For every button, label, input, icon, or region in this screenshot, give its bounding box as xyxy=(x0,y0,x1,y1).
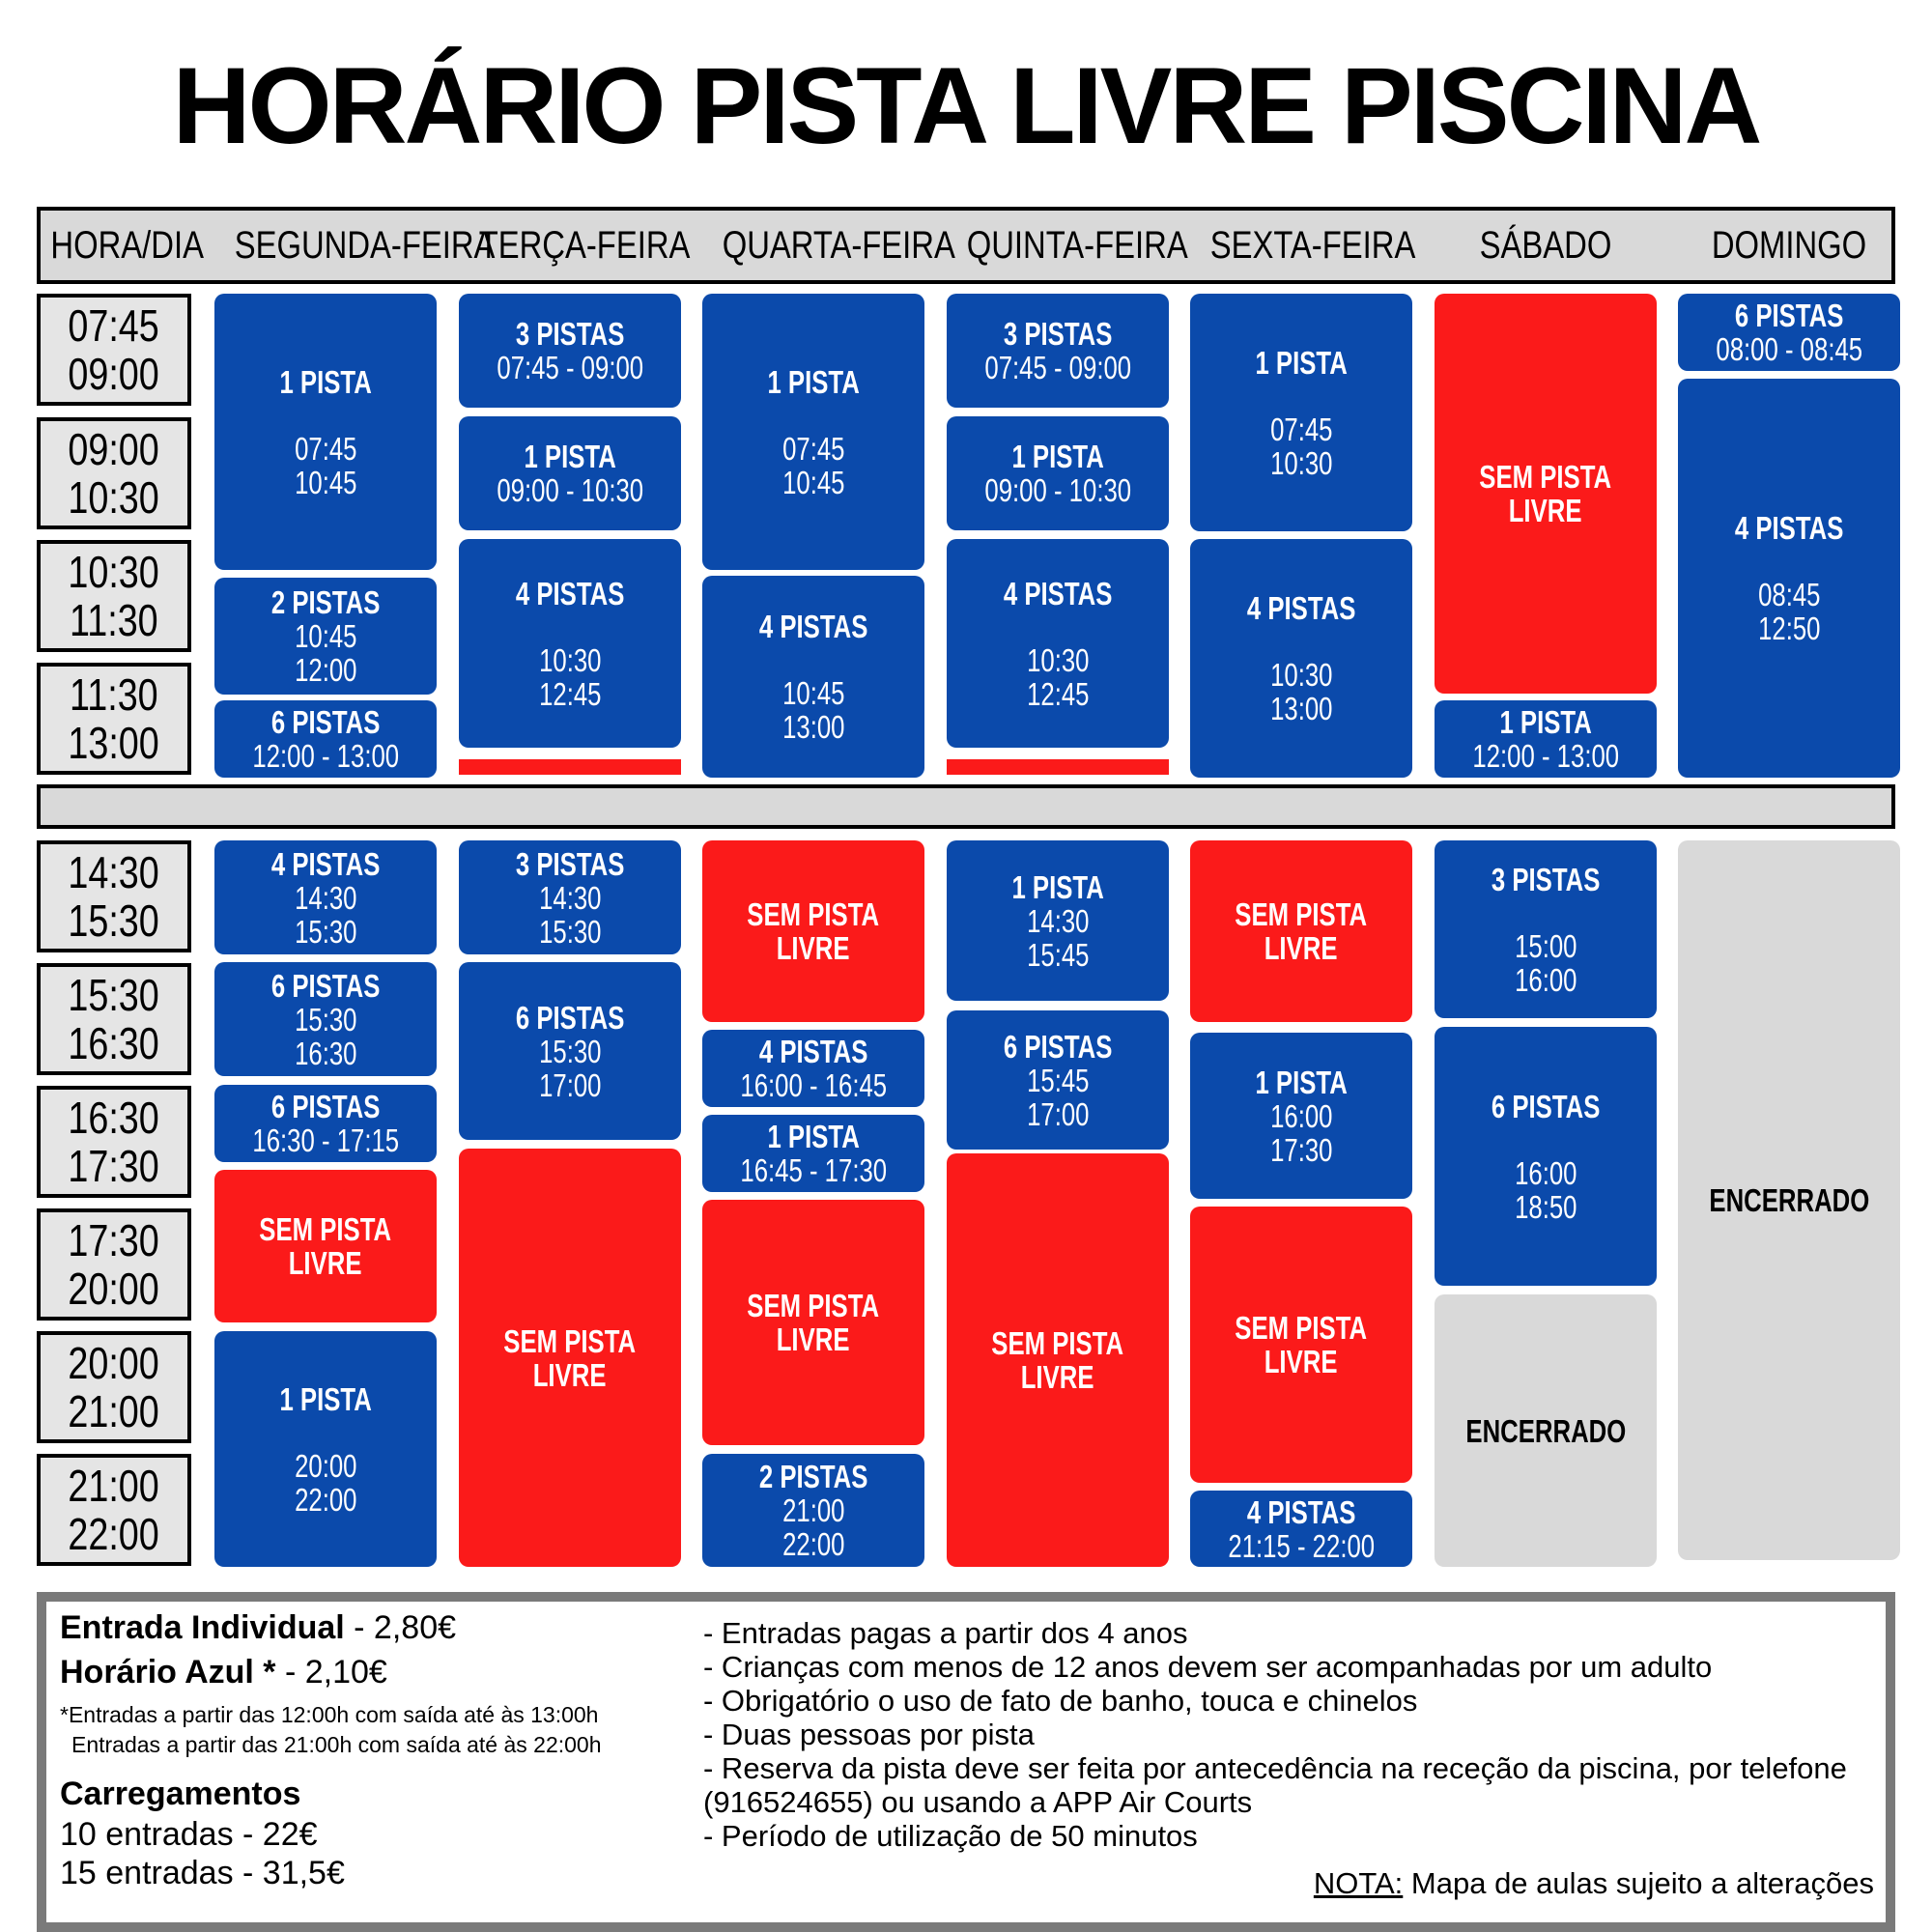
time-slot: 10:30 11:30 xyxy=(37,540,191,652)
time-slot: 07:45 09:00 xyxy=(37,294,191,406)
slot-block: 6 PISTAS 16:00 18:50 xyxy=(1435,1027,1657,1286)
slot-block: 2 PISTAS 10:45 12:00 xyxy=(214,578,437,695)
slot-block: 1 PISTA 07:45 10:30 xyxy=(1190,294,1412,531)
slot-block: 3 PISTAS 15:00 16:00 xyxy=(1435,840,1657,1018)
closed-block: ENCERRADO xyxy=(1435,1294,1657,1567)
header-day-sabado: SÁBADO xyxy=(1479,224,1612,267)
header-day-quinta: QUINTA-FEIRA xyxy=(966,224,1188,267)
slot-block: 4 PISTAS 10:30 12:45 xyxy=(459,539,681,748)
time-slot: 09:00 10:30 xyxy=(37,417,191,529)
time-slot: 15:30 16:30 xyxy=(37,963,191,1075)
header-time-col: HORA/DIA xyxy=(50,224,204,267)
nota: NOTA: Mapa de aulas sujeito a alterações xyxy=(1313,1866,1874,1900)
slot-block: 1 PISTA 14:30 15:45 xyxy=(947,840,1169,1001)
no-free-lane-block: SEM PISTA LIVRE xyxy=(214,1170,437,1322)
rule-item: - Crianças com menos de 12 anos devem ser acompanhadas por um adulto xyxy=(703,1650,1713,1684)
slot-block: 6 PISTAS 15:30 16:30 xyxy=(214,962,437,1076)
header-day-domingo: DOMINGO xyxy=(1711,224,1867,267)
no-free-lane-stripe xyxy=(947,759,1169,775)
time-slot: 11:30 13:00 xyxy=(37,663,191,775)
slot-block: 1 PISTA 09:00 - 10:30 xyxy=(947,416,1169,530)
time-slot: 20:00 21:00 xyxy=(37,1331,191,1443)
rule-item: - Obrigatório o uso de fato de banho, touca e chinelos xyxy=(703,1684,1418,1718)
closed-block: ENCERRADO xyxy=(1678,840,1900,1560)
page-title: HORÁRIO PISTA LIVRE PISCINA xyxy=(172,45,1760,166)
lunch-break-bar xyxy=(37,784,1895,829)
time-slot: 14:30 15:30 xyxy=(37,840,191,952)
no-free-lane-block: SEM PISTA LIVRE xyxy=(1435,294,1657,694)
slot-block: 6 PISTAS 15:45 17:00 xyxy=(947,1010,1169,1150)
carregamento-item: 15 entradas - 31,5€ xyxy=(60,1855,345,1891)
slot-block: 4 PISTAS 14:30 15:30 xyxy=(214,840,437,954)
entrada-individual: Entrada Individual - 2,80€ xyxy=(60,1609,457,1646)
slot-block: 1 PISTA 09:00 - 10:30 xyxy=(459,416,681,530)
slot-block: 6 PISTAS 15:30 17:00 xyxy=(459,962,681,1140)
slot-block: 6 PISTAS 08:00 - 08:45 xyxy=(1678,294,1900,371)
no-free-lane-block: SEM PISTA LIVRE xyxy=(1190,1207,1412,1483)
no-free-lane-block: SEM PISTA LIVRE xyxy=(702,1200,924,1445)
slot-block: 4 PISTAS 08:45 12:50 xyxy=(1678,379,1900,778)
horario-azul-note: Entradas a partir das 21:00h com saída até às 22:00h xyxy=(71,1732,602,1757)
time-slot: 17:30 20:00 xyxy=(37,1208,191,1321)
header-day-sexta: SEXTA-FEIRA xyxy=(1209,224,1416,267)
header-day-terca: TERÇA-FEIRA xyxy=(478,224,691,267)
slot-block: 4 PISTAS 10:30 12:45 xyxy=(947,539,1169,748)
rule-item: - Período de utilização de 50 minutos xyxy=(703,1819,1198,1853)
slot-block: 4 PISTAS 21:15 - 22:00 xyxy=(1190,1491,1412,1567)
rule-item: - Duas pessoas por pista xyxy=(703,1718,1035,1751)
slot-block: 1 PISTA 16:00 17:30 xyxy=(1190,1033,1412,1199)
slot-block: 4 PISTAS 10:30 13:00 xyxy=(1190,539,1412,778)
no-free-lane-block: SEM PISTA LIVRE xyxy=(947,1153,1169,1567)
slot-block: 4 PISTAS 10:45 13:00 xyxy=(702,576,924,778)
slot-block: 6 PISTAS 16:30 - 17:15 xyxy=(214,1085,437,1162)
no-free-lane-block: SEM PISTA LIVRE xyxy=(459,1149,681,1567)
slot-block: 1 PISTA 07:45 10:45 xyxy=(702,294,924,570)
slot-block: 3 PISTAS 07:45 - 09:00 xyxy=(459,294,681,408)
rule-item: - Reserva da pista deve ser feita por antecedência na receção da piscina, por telefone xyxy=(703,1751,1847,1785)
no-free-lane-block: SEM PISTA LIVRE xyxy=(1190,840,1412,1022)
slot-block: 1 PISTA 16:45 - 17:30 xyxy=(702,1115,924,1192)
slot-block: 2 PISTAS 21:00 22:00 xyxy=(702,1454,924,1567)
header-day-quarta: QUARTA-FEIRA xyxy=(722,224,955,267)
rule-item: (916524655) ou usando a APP Air Courts xyxy=(703,1785,1253,1819)
time-slot: 16:30 17:30 xyxy=(37,1086,191,1198)
slot-block: 1 PISTA 07:45 10:45 xyxy=(214,294,437,570)
slot-block: 4 PISTAS 16:00 - 16:45 xyxy=(702,1030,924,1107)
time-slot: 21:00 22:00 xyxy=(37,1454,191,1566)
header-day-segunda: SEGUNDA-FEIRA xyxy=(234,224,496,267)
rule-item: - Entradas pagas a partir dos 4 anos xyxy=(703,1616,1188,1650)
slot-block: 6 PISTAS 12:00 - 13:00 xyxy=(214,700,437,778)
slot-block: 3 PISTAS 14:30 15:30 xyxy=(459,840,681,954)
no-free-lane-block: SEM PISTA LIVRE xyxy=(702,840,924,1022)
slot-block: 1 PISTA 12:00 - 13:00 xyxy=(1435,700,1657,778)
slot-block: 1 PISTA 20:00 22:00 xyxy=(214,1331,437,1567)
carregamento-item: 10 entradas - 22€ xyxy=(60,1816,318,1853)
no-free-lane-stripe xyxy=(459,759,681,775)
horario-azul: Horário Azul * - 2,10€ xyxy=(60,1654,387,1690)
horario-azul-note: *Entradas a partir das 12:00h com saída até às 13:00h xyxy=(60,1702,599,1727)
slot-block: 3 PISTAS 07:45 - 09:00 xyxy=(947,294,1169,408)
carregamentos-heading: Carregamentos xyxy=(60,1776,301,1812)
